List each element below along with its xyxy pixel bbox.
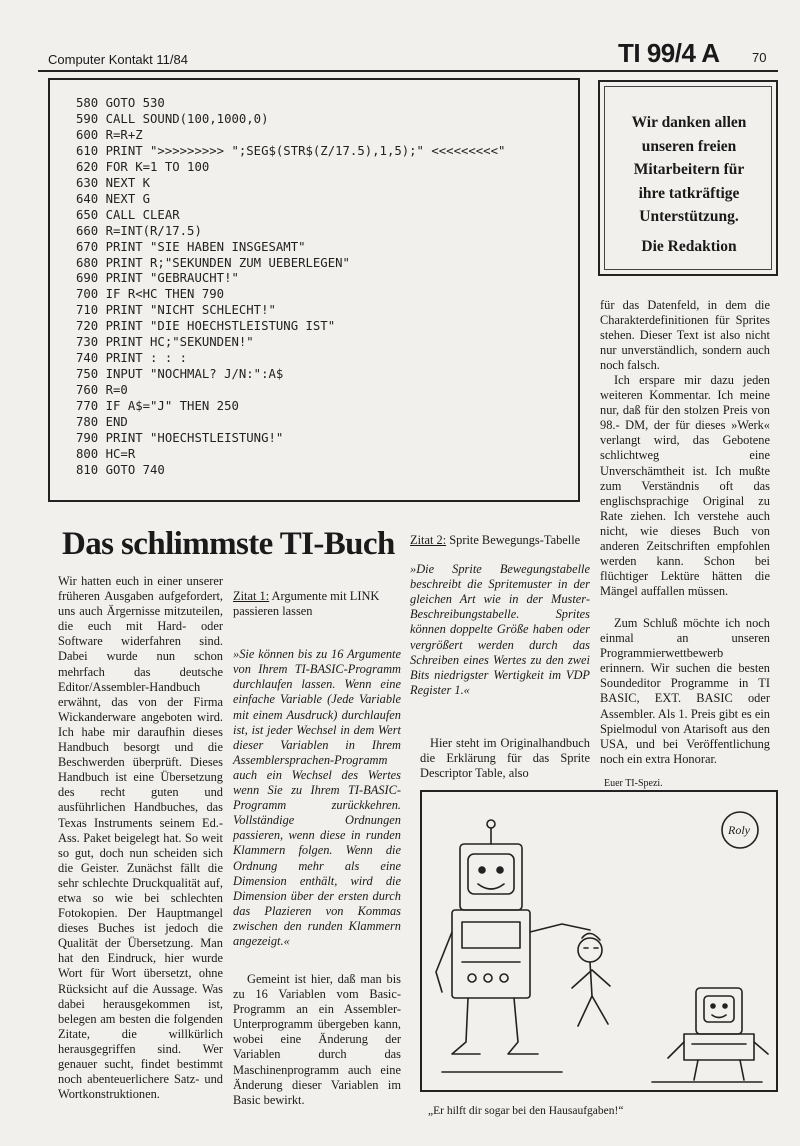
article-column-4: [600, 298, 770, 373]
article-column-4-contest: [600, 616, 770, 767]
code-line: 720 PRINT "DIE HOECHSTLEISTUNG IST": [76, 319, 336, 334]
code-line: 770 IF A$="J" THEN 250: [76, 399, 239, 414]
code-line: 750 INPUT "NOCHMAL? J/N:":A$: [76, 367, 284, 382]
code-line: 710 PRINT "NICHT SCHLECHT!": [76, 303, 276, 318]
article-headline: Das schlimmste TI-Buch: [62, 526, 395, 562]
thanks-line: ihre tatkräftige: [638, 184, 740, 202]
continuation-paragraph: für das Datenfeld, in dem die Charakterdefinitionen für Sprites stehen. Dieser Text ist also nicht nur unverständlich, sondern auch noch falsch.: [600, 298, 770, 373]
page-number: 70: [752, 50, 767, 65]
explanation-paragraph: Gemeint ist hier, daß man bis zu 16 Variablen vom Basic-Programm an ein Assembler-Unterprogramm übergeben kann, wobei eine Änderung der Variablen durch das Maschinenprogramm auch eine Änderung dieser Variablen im Basic bewirkt.: [233, 972, 401, 1107]
quote-1-heading: [233, 589, 401, 619]
original-handbook-paragraph: Hier steht im Originalhandbuch die Erklärung für das Sprite Descriptor Table, also: [420, 736, 590, 781]
code-line: 800 HC=R: [76, 446, 136, 461]
contest-paragraph: Zum Schluß möchte ich noch einmal an unseren Programmierwettbewerb erinnern. Wir suchen die besten Soundeditor Programme in TI BASIC, EXT. BASIC oder Assembler. Als 1. Preis gibt es ein Spielmodul von Atarisoft aus den USA, und bei Veröffentlichung noch ein extra Honorar.: [600, 616, 770, 766]
code-line: 730 PRINT HC;"SEKUNDEN!": [76, 335, 254, 350]
code-line: 790 PRINT "HOECHSTLEISTUNG!": [76, 431, 284, 446]
code-line: 660 R=INT(R/17.5): [76, 223, 202, 238]
code-line: 700 IF R<HC THEN 790: [76, 287, 225, 302]
code-line: 810 GOTO 740: [76, 462, 165, 477]
article-column-2-body: [233, 972, 401, 1108]
code-line: 620 FOR K=1 TO 100: [76, 159, 210, 174]
author-signature: Euer TI-Spezi.: [604, 778, 663, 789]
quote-1-title: Argumente mit LINK passieren lassen: [233, 589, 380, 619]
cartoon-caption: „Er hilft dir sogar bei den Hausaufgaben!“: [428, 1105, 624, 1117]
code-line: 740 PRINT : : :: [76, 351, 188, 366]
code-line: 600 R=R+Z: [76, 127, 143, 142]
article-column-4-opinion: [600, 373, 770, 599]
intro-paragraph: Wir hatten euch in einer unserer früheren Ausgaben aufgefordert, uns auch Ärgernisse mitzuteilen, die euch mit Hard- oder Software widerfahren sind. Dabei wurde nun schon mehrfach das deutsche Editor/Assembler-Handbuch erwähnt, das von der Firma Wickanderware angeboten wird. Ich habe mir daraufhin dieses Handbuch besorgt und die Beschwerden überprüft. Dieses Handbuch ist eine Übersetzung des recht guten und ausführlichen Handbuches, das Texas Instruments seinem Ed.-Ass. Paket beigelegt hat. So weit so gut, doch nun scheiden sich die Geister. Zunächst fällt die sehr schlechte Druckqualität auf, etwa so wie bei schlechten Fotokopien. Der Hauptmangel dieses Buches ist jedoch die Qualität der Übersetzung. Man hat den Eindruck, hier wurde Wort für Wort übersetzt, ohne Rücksicht auf die Aussage. Was dabei herausgekommen ist, belegen am besten die folgenden Zitate, die willkürlich herausgegriffen sind. Wer genauer sucht, findet bestimmt noch abenteuerlichere Satz- und Wortkonstruktionen.: [58, 574, 223, 1102]
thanks-text: [602, 111, 776, 229]
code-line: 780 END: [76, 415, 128, 430]
cartoon-frame: [420, 790, 778, 1092]
thanks-line: Wir danken allen: [631, 114, 747, 131]
thanks-line: Unterstützung.: [639, 208, 739, 225]
quote-2: »Die Sprite Bewegungstabelle beschreibt die Spritemuster in der gleichen Art wie in der Muster-Beschreibungstabelle. Sprites können doppelte Größe haben oder vergrößert werden durch das Schreiben eines Wertes zu den zwei Bits niedrigster Wertigkeit im VDP Register 1.«: [410, 562, 590, 697]
code-line: 590 CALL SOUND(100,1000,0): [76, 111, 269, 126]
code-line: 760 R=0: [76, 383, 128, 398]
article-column-1: [58, 574, 223, 1102]
section-title: TI 99/4 A: [618, 38, 720, 68]
thanks-line: unseren freien: [641, 137, 737, 155]
code-line: 680 PRINT R;"SEKUNDEN ZUM UEBERLEGEN": [76, 255, 350, 270]
thanks-signature: Die Redaktion: [641, 238, 737, 255]
article-column-2: [233, 589, 401, 949]
quote-1: »Sie können bis zu 16 Argumente von Ihrem TI-BASIC-Programm durchlaufen lassen. Wenn eine einfache Variable (Jede Variable mit einem Ausdruck) durchlaufen ist, ist jeder Wechsel in dem Wert dieser Variablen in Ihrem Assemblersprachen-Programm auch ein Wechsel des Wertes wenn Sie zu Ihrem TI-BASIC-Programm zurückkehren. Vollständige Ordnungen passieren, wenn diese in runden Klammern folgen. Wenn die Ordnung mehr als eine Dimension enthält, wird die Dimension über der ersten durch das Plazieren von Kommas zwischen den runden Klammern angezeigt.«: [233, 647, 401, 948]
article-column-3-body: [420, 736, 590, 781]
thanks-line: Mitarbeitern für: [633, 161, 745, 178]
header-rule: [38, 70, 778, 72]
code-listing: [76, 96, 505, 479]
code-line: 670 PRINT "SIE HABEN INSGESAMT": [76, 239, 306, 254]
quote-1-label: Zitat 1:: [233, 589, 270, 603]
article-column-3: [410, 533, 590, 698]
code-line: 650 CALL CLEAR: [76, 207, 180, 222]
opinion-paragraph: Ich erspare mir dazu jeden weiteren Kommentar. Ich meine nur, daß für den stolzen Preis von 98.- DM, der für dieses »Werk« verlangt wird, das Gebotene schlichtweg eine Unverschämtheit ist. Ich mußte zum Verständnis oft das englischsprachige Original zu Rate ziehen. Ich verstehe auch nicht, wie dieses Buch von anderen Zeitschriften empfohlen werden kann. Schon bei flüchtiger Lektüre hätten die Mängel auffallen müssen.: [600, 373, 770, 599]
robot-cartoon-illustration: [422, 792, 776, 1090]
code-line: 580 GOTO 530: [76, 96, 165, 110]
code-line: 610 PRINT ">>>>>>>>> ";SEG$(STR$(Z/17.5),1,5);" <<<<<<<<<": [76, 143, 506, 158]
magazine-issue: Computer Kontakt 11/84: [48, 52, 188, 67]
quote-2-heading: [410, 533, 590, 548]
code-line: 640 NEXT G: [76, 191, 151, 206]
quote-2-title: Sprite Bewegungs-Tabelle: [446, 533, 581, 547]
code-line: 690 PRINT "GEBRAUCHT!": [76, 271, 239, 286]
code-line: 630 NEXT K: [76, 175, 151, 190]
artist-signature: Roly: [728, 823, 750, 837]
quote-2-label: Zitat 2:: [410, 533, 447, 547]
